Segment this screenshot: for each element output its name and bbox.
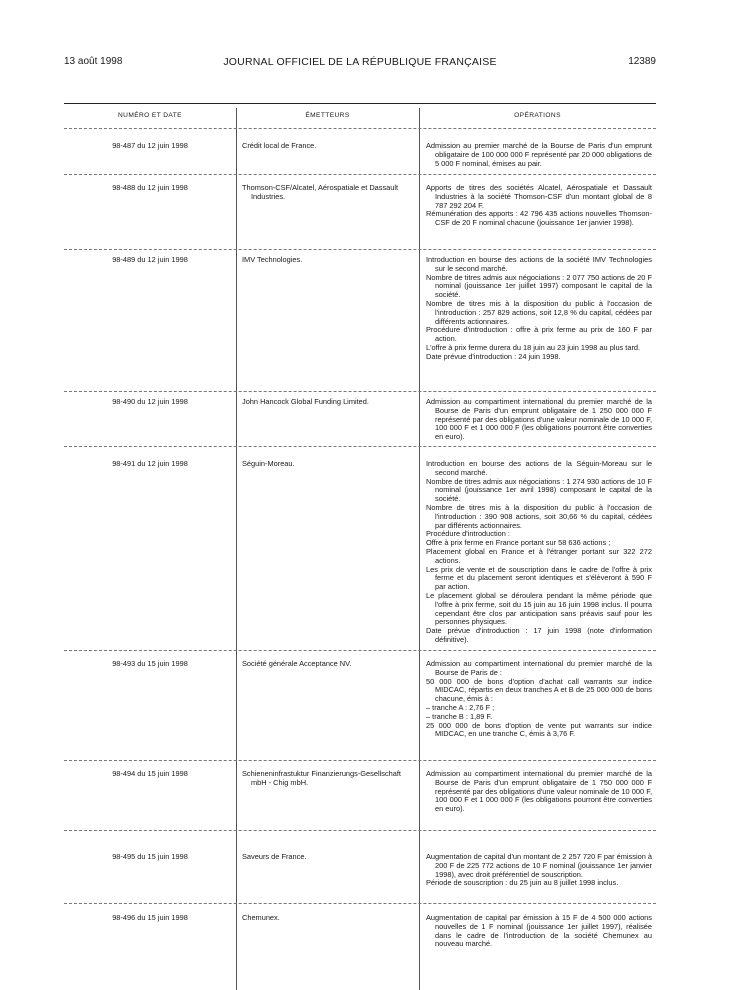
operation-line: Le placement global se déroulera pendant la même période que l'offre à prix ferme, soit du 15 juin au 16 juin 1998 inclus. Il pourra cependant être clos par anticipation sans préavis sauf pour les personnes physiques. (426, 590, 652, 627)
operation-line: 25 000 000 de bons d'option de vente put warrants sur indice MIDCAC, en une tranche C, émis à 3,76 F. (426, 720, 652, 739)
page-number: 12389 (628, 56, 656, 67)
row-divider (64, 446, 656, 447)
operation-line: Offre à prix ferme en France portant sur 58 636 actions ; (426, 538, 611, 548)
row-numero: 98-487 du 12 juin 1998 (112, 141, 188, 150)
row-divider (64, 760, 656, 761)
operation-line: Augmentation de capital d'un montant de 2 257 720 F par émission à 200 F de 225 772 actions de 10 F nominal (jouissance 1er janvier 1998), avec droit préférentiel de souscription. (426, 852, 652, 879)
operation-line: L'offre à prix ferme durera du 18 juin au 23 juin 1998 au plus tard. (426, 342, 641, 352)
row-divider (64, 128, 656, 129)
row-divider (64, 903, 656, 904)
operation-line: Introduction en bourse des actions de la société IMV Technologies sur le second marché. (426, 255, 652, 273)
emetteur-text: Thomson-CSF/Alcatel, Aérospatiale et Dassault Industries. (242, 183, 399, 201)
row-operations (426, 142, 652, 168)
header-rule (64, 103, 656, 104)
emetteur-text: Société générale Acceptance NV. (242, 659, 352, 668)
row-divider (64, 174, 656, 175)
row-emetteur (242, 184, 415, 202)
operation-line: – tranche B : 1,89 F. (426, 711, 493, 721)
operation-line: Nombre de titres admis aux négociations : 1 274 930 actions de 10 F nominal (jouissance 1er avril 1998) composant le capital de la société. (426, 476, 652, 504)
operation-line: Nombre de titres admis aux négociations : 2 077 750 actions de 20 F nominal (jouissance 1er juillet 1997) composant le capital de la société. (426, 272, 652, 300)
column-header-operations: OPÉRATIONS (514, 112, 561, 119)
operation-line: 50 000 000 de bons d'option d'achat call warrants sur indice MIDCAC, répartis en deux tranches A et B de 25 000 000 de bons chacune, émis à : (426, 676, 652, 704)
journal-title: JOURNAL OFFICIEL DE LA RÉPUBLIQUE FRANÇAISE (223, 56, 497, 68)
issue-date: 13 août 1998 (64, 56, 123, 67)
column-header-emetteurs: ÉMETTEURS (305, 112, 350, 119)
operation-line: Augmentation de capital par émission à 15 F de 4 500 000 actions nouvelles de 1 F nominal (jouissance 1er juillet 1997), réalisée dans le cadre de l'introduction de la société Chemunex au nouveau marché. (426, 913, 652, 949)
row-emetteur (242, 460, 415, 469)
column-divider (419, 108, 420, 990)
row-operations (426, 256, 652, 362)
row-numero: 98-496 du 15 juin 1998 (112, 913, 188, 922)
operation-line: Date prévue d'introduction : 17 juin 1998 (note d'information définitive). (426, 626, 652, 644)
operation-line: Admission au compartiment international du premier marché de la Bourse de Paris d'un emprunt obligataire de 1 750 000 000 F représenté par des obligations d'une valeur nominale de 10 000 F, 100 000 F et 1 000 000 F (les obligations pourront être converties en euro). (426, 769, 652, 814)
row-divider (64, 391, 656, 392)
row-emetteur (242, 398, 415, 407)
operation-line: Rémunération des apports : 42 796 435 actions nouvelles Thomson-CSF de 20 F nominal chacune (jouissance 1er janvier 1998). (426, 209, 652, 228)
row-operations (426, 398, 652, 442)
emetteur-text: Chemunex. (242, 913, 280, 922)
row-numero: 98-493 du 15 juin 1998 (112, 659, 188, 668)
operation-line: Nombre de titres mis à la disposition du public à l'occasion de l'introduction : 390 908 actions, soit 30,66 % du capital, cédées par différents actionnaires. (426, 502, 652, 530)
page-header (64, 56, 656, 70)
row-divider (64, 249, 656, 250)
row-numero: 98-489 du 12 juin 1998 (112, 255, 188, 264)
row-operations (426, 914, 652, 949)
row-operations (426, 853, 652, 888)
emetteur-text: John Hancock Global Funding Limited. (242, 397, 369, 406)
row-emetteur (242, 770, 415, 788)
row-numero: 98-488 du 12 juin 1998 (112, 183, 188, 192)
operation-line: Apports de titres des sociétés Alcatel, Aérospatiale et Dassault Industries à la société Thomson-CSF d'un montant global de 8 787 292 204 F. (426, 183, 652, 210)
row-operations (426, 184, 652, 228)
row-emetteur (242, 660, 415, 669)
operation-line: Procédure d'introduction : offre à prix ferme au prix de 160 F par action. (426, 325, 652, 344)
operation-line: Procédure d'introduction : (426, 529, 510, 539)
operation-line: Admission au compartiment international du premier marché de la Bourse de Paris de : (426, 659, 652, 677)
emetteur-text: Crédit local de France. (242, 141, 317, 150)
row-numero: 98-494 du 15 juin 1998 (112, 769, 188, 778)
row-emetteur (242, 853, 415, 862)
row-divider (64, 830, 656, 831)
row-numero: 98-490 du 12 juin 1998 (112, 397, 188, 406)
operation-line: Les prix de vente et de souscription dans le cadre de l'offre à prix ferme et du placement seront identiques et s'élèveront à 590 F par action. (426, 564, 652, 592)
row-operations (426, 660, 652, 739)
row-emetteur (242, 914, 415, 923)
operation-line: Date prévue d'introduction : 24 juin 1998. (426, 351, 561, 361)
row-emetteur (242, 256, 415, 265)
column-divider (236, 108, 237, 990)
row-numero: 98-495 du 15 juin 1998 (112, 852, 188, 861)
operation-line: Admission au compartiment international du premier marché de la Bourse de Paris d'un emprunt obligataire de 1 250 000 000 F représenté par des obligations d'une valeur nominale de 10 000 F, 100 000 F et 1 000 000 F (les obligations pourront être converties en euro). (426, 397, 652, 442)
row-operations (426, 460, 652, 645)
row-divider (64, 650, 656, 651)
emetteur-text: IMV Technologies. (242, 255, 303, 264)
operation-line: Nombre de titres mis à la disposition du public à l'occasion de l'introduction : 257 829 actions, soit 12,8 % du capital, cédées par différents actionnaires. (426, 298, 652, 326)
row-operations (426, 770, 652, 814)
column-header-numero: NUMÉRO ET DATE (118, 112, 182, 119)
row-emetteur (242, 142, 415, 151)
row-numero: 98-491 du 12 juin 1998 (112, 459, 188, 468)
operation-line: Période de souscription : du 25 juin au 8 juillet 1998 inclus. (426, 878, 619, 888)
operation-line: Introduction en bourse des actions de la Séguin-Moreau sur le second marché. (426, 459, 652, 477)
emetteur-text: Séguin-Moreau. (242, 459, 295, 468)
operation-line: Admission au premier marché de la Bourse de Paris d'un emprunt obligataire de 100 000 000 F représenté par 20 000 obligations de 5 000 F nominal, émises au pair. (426, 141, 652, 168)
operation-line: Placement global en France et à l'étranger portant sur 322 272 actions. (426, 546, 652, 565)
emetteur-text: Schieneninfrastuktur Finanzierungs-Gesellschaft mbH - Chig mbH. (242, 769, 401, 787)
operation-line: – tranche A : 2,76 F ; (426, 702, 495, 712)
emetteur-text: Saveurs de France. (242, 852, 307, 861)
